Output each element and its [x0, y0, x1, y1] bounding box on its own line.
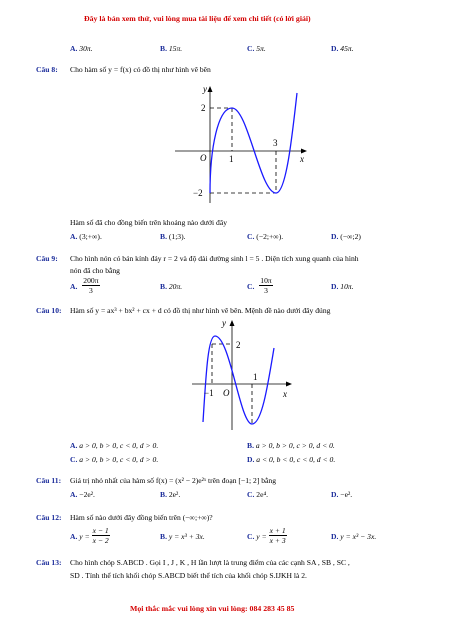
- q9-option-c: C. $\frac{10\pi}{3}$: [247, 276, 272, 295]
- q8-y-label: y: [203, 84, 207, 94]
- q13-line1: Cho hình chóp S.ABCD . Gọi I , J , K , H lần lượt là trung điểm của các cạnh SA , SB , SC ,: [70, 558, 350, 567]
- q11-option-b: B. 2e².: [160, 490, 181, 499]
- q8-curve: [210, 93, 297, 193]
- q10-y-arrow: [230, 320, 235, 326]
- q10-option-b: B. a > 0, b > 0, c > 0, d < 0.: [247, 441, 335, 450]
- q8-origin-label: O: [200, 153, 207, 163]
- q11-option-d: D. −e².: [331, 490, 353, 499]
- option-d: D. 45π.: [331, 44, 354, 53]
- q8-tick-ym2: −2: [193, 188, 203, 198]
- q10-option-d: D. a < 0, b < 0, c < 0, d < 0.: [247, 455, 336, 464]
- q10-stem: Hàm số y = ax³ + bx² + cx + d có đồ thị như hình vẽ bên. Mệnh đề nào dưới đây đúng: [70, 306, 331, 315]
- footer-banner: Mọi thắc mắc vui lòng xin vui lòng: 084 283 45 85: [130, 604, 295, 613]
- fraction-numerator: 10π: [260, 276, 272, 285]
- q8-x-label: x: [300, 154, 304, 164]
- fraction-numerator: x + 1: [269, 526, 286, 535]
- q10-tick-y2: 2: [236, 340, 241, 350]
- q12-option-b: B. y = x³ + 3x.: [160, 532, 205, 541]
- q10-label: Câu 10:: [36, 306, 62, 315]
- q8-option-c: C. (−2;+∞).: [247, 232, 284, 241]
- q10-option-c: C. a > 0, b > 0, c < 0, d > 0.: [70, 455, 159, 464]
- q9-stem-line2: nón đã cho bằng: [70, 266, 120, 275]
- fraction-denominator: x + 3: [269, 536, 286, 545]
- q10-x-label: x: [283, 389, 287, 399]
- q12-option-c: C. y = $\frac{x + 1}{x + 3}$: [247, 526, 286, 545]
- fraction-numerator: 200π: [83, 276, 99, 285]
- option-b: B. 15π.: [160, 44, 183, 53]
- q12-option-d: D. y = x³ − 3x.: [331, 532, 377, 541]
- fraction-denominator: 3: [89, 286, 93, 295]
- q13-line2: SD . Tính thể tích khối chóp S.ABCD biết thể tích của khối chóp S.IJKH là 2.: [70, 571, 307, 580]
- option-a: A. 30π.: [70, 44, 93, 53]
- q8-tick-x1: 1: [229, 154, 234, 164]
- q11-option-a: A. −2e².: [70, 490, 95, 499]
- q9-label: Câu 9:: [36, 254, 58, 263]
- q8-graph: [170, 78, 320, 208]
- option-c: C. 5π.: [247, 44, 266, 53]
- q8-option-a: A. (3;+∞).: [70, 232, 102, 241]
- q8-stem: Cho hàm số y = f(x) có đồ thị như hình vẽ bên: [70, 65, 211, 74]
- q10-origin-label: O: [223, 388, 230, 398]
- q10-tick-xm1: −1: [204, 388, 214, 398]
- q10-graph: [190, 314, 305, 432]
- q9-stem-line1: Cho hình nón có bán kính đáy r = 2 và độ dài đường sinh l = 5 . Diện tích xung quanh của hình: [70, 254, 359, 263]
- q10-tick-x1: 1: [253, 372, 258, 382]
- q12-label: Câu 12:: [36, 513, 62, 522]
- q10-y-label: y: [222, 318, 226, 328]
- q8-option-d: D. (−∞;2): [331, 232, 361, 241]
- q8-question: Hàm số đã cho đồng biến trên khoảng nào dưới đây: [70, 218, 228, 227]
- q10-option-a: A. a > 0, b > 0, c < 0, d > 0.: [70, 441, 159, 450]
- q10-x-arrow: [286, 382, 292, 387]
- q12-stem: Hàm số nào dưới đây đồng biến trên (−∞;+∞)?: [70, 513, 213, 522]
- q11-stem: Giá trị nhỏ nhất của hàm số f(x) = (x² − 2)e²ˣ trên đoạn [−1; 2] bằng: [70, 476, 277, 485]
- q8-x-arrow: [301, 149, 307, 154]
- fraction-denominator: 3: [264, 286, 268, 295]
- q11-option-c: C. 2e⁴.: [247, 490, 269, 499]
- q8-tick-y2: 2: [201, 103, 206, 113]
- header-banner: Đây là bản xem thử, vui lòng mua tài liệu để xem chi tiết (có lời giải): [84, 14, 311, 23]
- q13-label: Câu 13:: [36, 558, 62, 567]
- q9-option-d: D. 10π.: [331, 282, 354, 291]
- fraction-numerator: x − 1: [92, 526, 109, 535]
- q12-option-a: A. y = $\frac{x - 1}{x - 2}$: [70, 526, 109, 545]
- fraction-denominator: x − 2: [92, 536, 109, 545]
- q11-label: Câu 11:: [36, 476, 62, 485]
- q9-option-b: B. 20π.: [160, 282, 183, 291]
- q8-tick-x3: 3: [273, 138, 278, 148]
- q8-option-b: B. (1;3).: [160, 232, 186, 241]
- q9-option-a: A. $\frac{200\pi}{3}$: [70, 276, 99, 295]
- q8-label: Câu 8:: [36, 65, 58, 74]
- q8-y-arrow: [208, 86, 213, 92]
